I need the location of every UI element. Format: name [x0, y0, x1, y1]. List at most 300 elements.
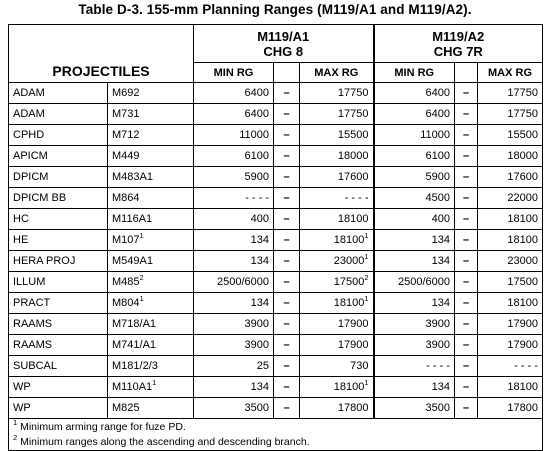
max-range-a1: [300, 314, 374, 335]
range-dash-a1-value: –: [283, 297, 290, 309]
range-dash-a1: [274, 167, 300, 188]
max-range-a1: [300, 146, 374, 167]
projectile-model-value: M107: [112, 234, 140, 246]
range-dash-a1: [274, 272, 300, 293]
projectile-model-value: M449: [112, 150, 140, 162]
range-dash-a1: [274, 83, 300, 104]
min-range-a1-value: 25: [256, 360, 269, 372]
projectiles-header: PROJECTILES: [9, 25, 194, 83]
range-dash-a2-value: –: [462, 129, 470, 141]
projectile-name-value: WP: [13, 381, 31, 393]
table-row: [9, 209, 543, 230]
max-range-a1-value: 730: [350, 360, 369, 372]
projectile-name-value: ILLUM: [13, 276, 46, 288]
max-range-a1: [300, 398, 374, 419]
min-range-a2: [374, 125, 455, 146]
range-dash-a2-value: –: [462, 150, 470, 162]
projectile-model: [108, 125, 194, 146]
min-range-a2-value: 134: [431, 297, 450, 309]
max-range-a1-value: 18100: [333, 234, 365, 246]
range-dash-a1: [274, 209, 300, 230]
table-row: [9, 83, 543, 104]
projectile-model-value: M864: [112, 192, 140, 204]
max-range-a2-value: 17500: [507, 276, 538, 288]
projectile-name: [9, 272, 108, 293]
range-dash-a2-value: –: [462, 213, 470, 225]
range-dash-a2: [455, 272, 478, 293]
projectile-model: [108, 272, 194, 293]
max-range-a1-value: 23000: [333, 255, 365, 267]
min-range-a1: [194, 314, 274, 335]
range-dash-a1: [274, 293, 300, 314]
projectile-name: [9, 104, 108, 125]
range-dash-a2: [455, 167, 478, 188]
range-dash-a2: [455, 251, 478, 272]
max-range-a1-value: 17900: [337, 318, 369, 330]
projectile-model: [108, 104, 194, 125]
range-dash-a1-value: –: [283, 276, 290, 288]
footnote-1-marker: 1: [13, 418, 18, 427]
projectile-model-value: M731: [112, 108, 140, 120]
min-range-a1-value: - - - -: [245, 192, 269, 204]
max-range-a1-footnote-marker: 1: [364, 378, 369, 387]
range-dash-a1-value: –: [283, 318, 290, 330]
projectile-model-footnote-marker: 1: [152, 378, 157, 387]
projectile-model: [108, 293, 194, 314]
projectile-model: [108, 167, 194, 188]
range-dash-a1: [274, 314, 300, 335]
max-range-a2: [478, 377, 543, 398]
table-row: [9, 293, 543, 314]
min-range-a1-value: 3900: [244, 339, 269, 351]
max-range-a2: [478, 146, 543, 167]
min-range-a1-value: 5900: [244, 171, 269, 183]
min-range-a1-value: 6400: [244, 87, 269, 99]
table-title: Table D-3. 155-mm Planning Ranges (M119/A1 and M119/A2).: [78, 2, 472, 17]
min-range-a2-value: 134: [431, 255, 450, 267]
max-range-a2-value: 18100: [507, 234, 538, 246]
projectile-name: [9, 188, 108, 209]
projectile-model-value: M825: [112, 402, 140, 414]
range-dash-a1: [274, 398, 300, 419]
max-range-a1-value: 17900: [337, 339, 369, 351]
range-dash-a2: [455, 293, 478, 314]
min-range-a2-value: 134: [431, 381, 450, 393]
max-range-a2-value: 18000: [507, 150, 538, 162]
range-dash-a2: [455, 209, 478, 230]
min-range-a1-value: 134: [250, 255, 269, 267]
range-dash-a2-value: –: [462, 171, 470, 183]
max-range-a1-value: 18000: [337, 150, 369, 162]
max-range-a2: [478, 314, 543, 335]
min-range-a1-value: 3500: [244, 402, 269, 414]
table-row: [9, 167, 543, 188]
max-range-a1: [300, 230, 374, 251]
range-dash-a2-value: –: [462, 360, 470, 372]
range-dash-a1: [274, 188, 300, 209]
projectile-model-value: M692: [112, 87, 140, 99]
range-dash-a2-value: –: [462, 381, 470, 393]
projectile-name-value: DPICM BB: [13, 192, 67, 204]
max-rg-header-2: MAX RG: [478, 63, 543, 83]
min-range-a2: [374, 209, 455, 230]
min-range-a1: [194, 104, 274, 125]
min-range-a1: [194, 272, 274, 293]
range-dash-a2: [455, 377, 478, 398]
min-range-a1-value: 2500/6000: [217, 276, 269, 288]
min-range-a2-value: 2500/6000: [398, 276, 450, 288]
max-range-a2-value: 17800: [507, 402, 538, 414]
projectile-name: [9, 356, 108, 377]
projectile-model-footnote-marker: 2: [139, 273, 144, 282]
min-range-a1: [194, 293, 274, 314]
range-dash-a1-value: –: [283, 339, 290, 351]
dash-header-2: [455, 63, 478, 83]
max-range-a1-value: 17750: [337, 87, 369, 99]
max-range-a1-value: 17750: [337, 108, 369, 120]
range-dash-a2-value: –: [462, 339, 470, 351]
range-dash-a1-value: –: [283, 402, 290, 414]
min-range-a1-value: 134: [250, 234, 269, 246]
min-rg-header-1: MIN RG: [194, 63, 274, 83]
range-dash-a2: [455, 188, 478, 209]
footnote-2-text: Minimum ranges along the ascending and descending branch.: [20, 436, 310, 448]
projectile-name-value: RAAMS: [13, 339, 53, 351]
projectile-name: [9, 167, 108, 188]
table-row: [9, 188, 543, 209]
max-range-a2: [478, 104, 543, 125]
projectile-name: [9, 125, 108, 146]
table-body: [9, 83, 543, 419]
gun-m119a1-charge: CHG 8: [263, 43, 304, 59]
range-dash-a1-value: –: [283, 87, 290, 99]
projectile-model: [108, 398, 194, 419]
table-row: [9, 230, 543, 251]
max-range-a1: [300, 209, 374, 230]
min-range-a2-value: 6400: [425, 87, 450, 99]
min-range-a2-value: - - - -: [426, 360, 450, 372]
projectile-name: [9, 209, 108, 230]
max-range-a2-value: 17900: [507, 318, 538, 330]
projectile-name-value: PRACT: [13, 297, 51, 309]
projectile-name-value: WP: [13, 402, 31, 414]
min-range-a1-value: 400: [250, 213, 269, 225]
max-range-a1-value: 18100: [333, 381, 365, 393]
projectile-name-value: HERA PROJ: [13, 255, 76, 267]
min-range-a1-value: 3900: [244, 318, 269, 330]
projectile-name: [9, 293, 108, 314]
max-range-a1: [300, 335, 374, 356]
min-range-a1: [194, 125, 274, 146]
header-row-guns: [9, 25, 543, 63]
projectile-model: [108, 335, 194, 356]
min-range-a1: [194, 335, 274, 356]
min-rg-header-2: MIN RG: [374, 63, 455, 83]
max-range-a2: [478, 335, 543, 356]
footnote-1: [13, 420, 538, 435]
min-range-a2: [374, 188, 455, 209]
projectile-model: [108, 188, 194, 209]
min-range-a1: [194, 230, 274, 251]
min-range-a2-value: 3900: [425, 339, 450, 351]
min-range-a1-value: 6400: [244, 108, 269, 120]
table-row: [9, 314, 543, 335]
max-range-a2: [478, 83, 543, 104]
max-range-a2: [478, 209, 543, 230]
max-range-a1-value: 18100: [333, 297, 365, 309]
range-dash-a1: [274, 146, 300, 167]
max-range-a2: [478, 125, 543, 146]
range-dash-a2-value: –: [462, 402, 470, 414]
projectile-name-value: DPICM: [13, 171, 49, 183]
min-range-a1: [194, 146, 274, 167]
min-range-a1: [194, 209, 274, 230]
max-range-a2: [478, 230, 543, 251]
projectile-model-value: M712: [112, 129, 140, 141]
max-rg-header-1: MAX RG: [300, 63, 374, 83]
min-range-a2: [374, 293, 455, 314]
max-range-a1: [300, 125, 374, 146]
gun-m119a1-header: [194, 25, 374, 63]
range-dash-a2: [455, 146, 478, 167]
max-range-a2: [478, 251, 543, 272]
min-range-a2: [374, 230, 455, 251]
projectile-model: [108, 314, 194, 335]
min-range-a2-value: 6400: [425, 108, 450, 120]
min-range-a1: [194, 167, 274, 188]
projectile-model: [108, 146, 194, 167]
max-range-a1: [300, 188, 374, 209]
projectile-model: [108, 230, 194, 251]
min-range-a2-value: 6100: [425, 150, 450, 162]
min-range-a2-value: 400: [431, 213, 450, 225]
range-dash-a1-value: –: [283, 150, 290, 162]
min-range-a1: [194, 188, 274, 209]
min-range-a2: [374, 104, 455, 125]
projectile-model-value: M718/A1: [112, 318, 157, 330]
max-range-a1-footnote-marker: 1: [364, 294, 369, 303]
table-row: [9, 272, 543, 293]
gun-m119a2-charge: CHG 7R: [433, 43, 483, 59]
range-dash-a1-value: –: [283, 213, 290, 225]
projectile-model: [108, 377, 194, 398]
max-range-a2-value: 18100: [507, 213, 538, 225]
max-range-a2-value: 18100: [507, 297, 538, 309]
min-range-a1-value: 6100: [244, 150, 269, 162]
min-range-a1-value: 134: [250, 381, 269, 393]
projectile-name: [9, 335, 108, 356]
range-dash-a1-value: –: [283, 192, 290, 204]
range-dash-a1-value: –: [283, 360, 290, 372]
max-range-a1-value: 18100: [337, 213, 369, 225]
max-range-a1: [300, 83, 374, 104]
range-dash-a2-value: –: [462, 108, 470, 120]
projectile-name: [9, 398, 108, 419]
range-dash-a1: [274, 377, 300, 398]
projectile-model-value: M741/A1: [112, 339, 157, 351]
range-dash-a2: [455, 398, 478, 419]
projectile-name: [9, 377, 108, 398]
range-dash-a1-value: –: [283, 381, 290, 393]
range-dash-a1: [274, 230, 300, 251]
max-range-a1: [300, 356, 374, 377]
min-range-a2-value: 5900: [425, 171, 450, 183]
footnote-1-text: Minimum arming range for fuze PD.: [20, 421, 186, 433]
max-range-a1: [300, 251, 374, 272]
table-row: [9, 356, 543, 377]
range-dash-a2: [455, 125, 478, 146]
table-row: [9, 125, 543, 146]
min-range-a1-value: 134: [250, 297, 269, 309]
min-range-a2: [374, 314, 455, 335]
projectile-name: [9, 314, 108, 335]
max-range-a2-value: 17900: [507, 339, 538, 351]
projectile-model-value: M110A1: [112, 381, 153, 393]
max-range-a1-value: 17800: [337, 402, 369, 414]
projectile-model: [108, 251, 194, 272]
projectile-name: [9, 83, 108, 104]
range-dash-a1: [274, 356, 300, 377]
projectile-name-value: ADAM: [13, 87, 45, 99]
max-range-a2: [478, 167, 543, 188]
min-range-a1: [194, 356, 274, 377]
range-dash-a2-value: –: [462, 234, 470, 246]
max-range-a1: [300, 167, 374, 188]
min-range-a2: [374, 167, 455, 188]
gun-m119a2-header: [374, 25, 543, 63]
range-dash-a2-value: –: [462, 297, 470, 309]
table-row: [9, 377, 543, 398]
dash-header-1: [274, 63, 300, 83]
projectile-name-value: ADAM: [13, 108, 45, 120]
min-range-a2-value: 11000: [420, 129, 450, 141]
max-range-a1: [300, 293, 374, 314]
table-row: [9, 335, 543, 356]
projectile-model-value: M116A1: [112, 213, 153, 225]
table-row: [9, 104, 543, 125]
range-dash-a1: [274, 104, 300, 125]
max-range-a1: [300, 272, 374, 293]
range-dash-a1: [274, 335, 300, 356]
min-range-a2: [374, 251, 455, 272]
max-range-a1-value: - - - -: [344, 192, 369, 204]
range-dash-a1-value: –: [283, 234, 290, 246]
projectile-name: [9, 251, 108, 272]
max-range-a1-value: 15500: [337, 129, 369, 141]
range-dash-a1: [274, 125, 300, 146]
projectile-name: [9, 230, 108, 251]
table-row: [9, 398, 543, 419]
max-range-a2: [478, 188, 543, 209]
gun-m119a2-name: M119/A2: [432, 28, 485, 44]
projectile-name-value: HE: [13, 234, 29, 246]
min-range-a1: [194, 83, 274, 104]
range-dash-a1-value: –: [283, 255, 290, 267]
min-range-a1: [194, 251, 274, 272]
footnote-2-marker: 2: [13, 433, 18, 442]
min-range-a2-value: 4500: [425, 192, 450, 204]
range-dash-a2-value: –: [462, 192, 470, 204]
range-dash-a2-value: –: [462, 276, 470, 288]
range-dash-a2-value: –: [462, 87, 470, 99]
projectile-model-value: M804: [112, 297, 140, 309]
projectile-model-footnote-marker: 1: [139, 231, 144, 240]
range-dash-a1: [274, 251, 300, 272]
projectile-model-footnote-marker: 1: [139, 294, 144, 303]
max-range-a1-footnote-marker: 1: [364, 231, 369, 240]
projectile-model-value: M483A1: [112, 171, 153, 183]
planning-ranges-table: [8, 24, 543, 451]
min-range-a2: [374, 398, 455, 419]
projectile-model: [108, 83, 194, 104]
max-range-a2-value: 23000: [507, 255, 538, 267]
max-range-a2: [478, 293, 543, 314]
min-range-a2-value: 3900: [425, 318, 450, 330]
max-range-a2: [478, 272, 543, 293]
range-dash-a1-value: –: [283, 129, 290, 141]
max-range-a2-value: 15500: [507, 129, 538, 141]
projectile-model-value: M485: [112, 276, 140, 288]
max-range-a1: [300, 377, 374, 398]
max-range-a2-value: 17750: [507, 87, 538, 99]
projectile-name: [9, 146, 108, 167]
min-range-a2-value: 134: [431, 234, 450, 246]
range-dash-a2-value: –: [462, 255, 470, 267]
table-row: [9, 146, 543, 167]
range-dash-a2: [455, 356, 478, 377]
min-range-a1: [194, 398, 274, 419]
max-range-a2: [478, 398, 543, 419]
range-dash-a2-value: –: [462, 318, 470, 330]
max-range-a1: [300, 104, 374, 125]
range-dash-a1-value: –: [283, 108, 290, 120]
min-range-a1: [194, 377, 274, 398]
projectile-name-value: APICM: [13, 150, 48, 162]
gun-m119a1-name: M119/A1: [257, 28, 310, 44]
range-dash-a2: [455, 83, 478, 104]
min-range-a2: [374, 356, 455, 377]
projectile-model: [108, 209, 194, 230]
range-dash-a2: [455, 314, 478, 335]
max-range-a2-value: 17750: [507, 108, 538, 120]
max-range-a2-value: - - - -: [514, 360, 538, 372]
min-range-a2: [374, 377, 455, 398]
footnote-2: [13, 435, 538, 450]
max-range-a2-value: 18100: [507, 381, 538, 393]
max-range-a2-value: 17600: [507, 171, 538, 183]
table-row: [9, 251, 543, 272]
min-range-a2-value: 3500: [425, 402, 450, 414]
max-range-a1-value: 17500: [333, 276, 365, 288]
projectile-model-value: M549A1: [112, 255, 153, 267]
range-dash-a2: [455, 104, 478, 125]
range-dash-a2: [455, 335, 478, 356]
range-dash-a2: [455, 230, 478, 251]
max-range-a1-value: 17600: [337, 171, 369, 183]
max-range-a2-value: 22000: [507, 192, 538, 204]
footnotes-cell: [9, 419, 543, 451]
max-range-a1-footnote-marker: 2: [364, 273, 369, 282]
min-range-a2: [374, 146, 455, 167]
projectile-name-value: HC: [13, 213, 29, 225]
max-range-a1-footnote-marker: 1: [364, 252, 369, 261]
footnotes-row: [9, 419, 543, 451]
range-dash-a1-value: –: [283, 171, 290, 183]
projectile-name-value: SUBCAL: [13, 360, 58, 372]
min-range-a2: [374, 335, 455, 356]
min-range-a2: [374, 83, 455, 104]
min-range-a1-value: 11000: [239, 129, 269, 141]
